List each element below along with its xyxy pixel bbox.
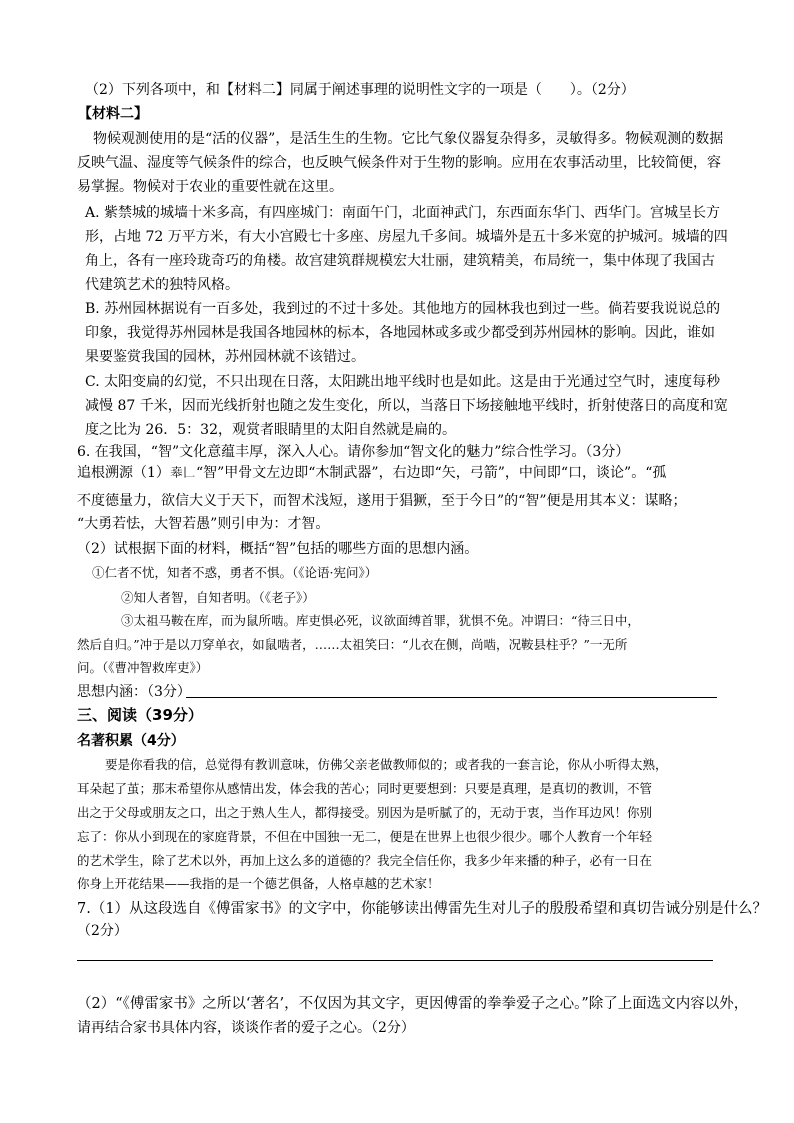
quote-line: ③太祖马鞍在库，而为鼠所啮。库吏惧必死，议欲面缚首罪，犹惧不免。冲谓曰：“待三日中， [121, 613, 640, 628]
option-line: 度之比为 26．5：32，观赏者眼睛里的太阳自然就是扁的。 [85, 422, 456, 438]
option-line: 减慢 87 千米，因而光线折射也随之发生变化，所以，当落日下场接触地平线时，折射使落日的高度和宽 [85, 398, 728, 414]
origin-text: “智”甲骨文左边即“木制武器”，右边即“矢，弓箭”，中间即“口，谈论”。“孤 [195, 465, 667, 481]
passage-line: 耳朵起了茧；那末希望你从感情出发，体会我的苦心；同时更要想到：只要是真理，是真切的教训，不管 [77, 781, 653, 796]
option-line: 印象，我觉得苏州园林是我国各地园林的标本，各地园林或多或少都受到苏州园林的影响。因此，谁如 [85, 325, 715, 341]
option-line: C. 太阳变扁的幻觉，不只出现在日落，太阳跳出地平线时也是如此。这是由于光通过空气时，速度每秒 [85, 374, 721, 390]
question-6-intro: 6. 在我国，“智”文化意蕴丰厚，深入人心。请你参加“智文化的魅力”综合性学习。（3分） [77, 444, 630, 460]
question-7-2: （2）“《傅雷家书》之所以‘著名’，不仅因为其文字，更因傅雷的拳拳爱子之心。”除了上面选文内容以外， [77, 996, 749, 1012]
material-title: 【材料二】 [78, 106, 148, 122]
quote-line: 然后自归。”冲于是以刀穿单衣，如鼠啮者，……太祖笑曰：“儿衣在侧，尚啮，况鞍县柱乎？”一无所 [77, 637, 628, 652]
section-3-subtitle: 名著积累（4分） [77, 733, 185, 749]
material-line: 易掌握。物候对于农业的重要性就在这里。 [77, 179, 343, 195]
question-7-2-line: 请再结合家书具体内容，谈谈作者的爱子之心。（2分） [77, 1020, 415, 1036]
passage-line: 你身上开花结果——我指的是一个德艺俱备，人格卓越的艺术家！ [77, 876, 440, 891]
origin-prefix: 追根溯源（1） [77, 465, 170, 481]
origin-line: “大勇若怯，大智若愚”则引申为：才智。 [77, 516, 330, 532]
section-3-title: 三、阅读（39分） [77, 706, 203, 724]
material-line: 反映气温、湿度等气候条件的综合，也反映气候条件对于生物的影响。应用在农事活动里，比较简便，容 [77, 155, 721, 171]
passage-line: 要是你看我的信，总觉得有教训意味，仿佛父亲老做教师似的；或者我的一套言论，你从小听得太熟， [105, 757, 668, 772]
answer-label: 思想内涵：（3分） [77, 684, 191, 700]
quote-line: ①仁者不忧，知者不惑，勇者不惧。（《论语·宪问》） [92, 565, 378, 580]
option-line: 代建筑艺术的独特风格。 [85, 277, 239, 293]
material-line: 物候观测使用的是“活的仪器”，是活生生的生物。它比气象仪器复杂得多，灵敏得多。物候观测的数据 [93, 131, 724, 147]
option-line: 果要鉴赏我国的园林，苏州园林就不该错过。 [85, 349, 365, 365]
oracle-bone-glyph-icon: 𠦪𠃊 [169, 466, 196, 481]
origin-line: 不度德量力，欲信大义于天下，而智术浅短，遂用于猖獗，至于今日”的“智”便是用其本义：谋略； [77, 493, 687, 509]
question-7-1-score: （2分） [77, 923, 128, 939]
passage-line: 出之于父母或朋友之口，出之于熟人生人，都得接受。别因为是听腻了的，无动于衷，当作耳边风！你别 [77, 805, 653, 820]
quote-line: ②知人者智，自知者明。（《老子》） [121, 590, 315, 605]
quote-line: 问。（《曹冲智救库吏》） [77, 660, 209, 675]
question-7-1: 7.（1）从这段选自《傅雷家书》的文字中，你能够读出傅雷先生对儿子的殷殷希望和真切告诫分别是什么？ [77, 901, 768, 917]
passage-line: 忘了：你从小到现在的家庭背景，不但在中国独一无二，便是在世界上也很少很少。哪个人教育一个年轻 [77, 829, 653, 844]
option-line: A. 紫禁城的城墙十米多高，有四座城门：南面午门，北面神武门，东西面东华门、西华门。宫城呈长方 [85, 205, 721, 221]
option-line: 角上，各有一座玲珑奇巧的角楼。故宫建筑群规模宏大壮丽，建筑精美，布局统一，集中体现了我国古 [85, 253, 715, 269]
origin-line [77, 463, 666, 484]
question-6-part-2: （2）试根据下面的材料，概括“智”包括的哪些方面的思想内涵。 [77, 541, 479, 557]
question-6-2: （2）下列各项中，和【材料二】同属于阐述事理的说明性文字的一项是（ ）。（2分） [85, 82, 635, 98]
passage-line: 的艺术学生，除了艺术以外，再加上这么多的道德的？我完全信任你，我多少年来播的种子，必有一日在 [77, 853, 653, 868]
answer-line[interactable] [186, 697, 717, 698]
answer-line[interactable] [77, 960, 713, 961]
option-line: B. 苏州园林据说有一百多处，我到过的不过十多处。其他地方的园林我也到过一些。倘若要我说说总的 [85, 301, 721, 317]
option-line: 形，占地 72 万平方米，有大小宫殿七十多座、房屋九千多间。城墙外是五十多米宽的护城河。城墙的四 [85, 229, 728, 245]
